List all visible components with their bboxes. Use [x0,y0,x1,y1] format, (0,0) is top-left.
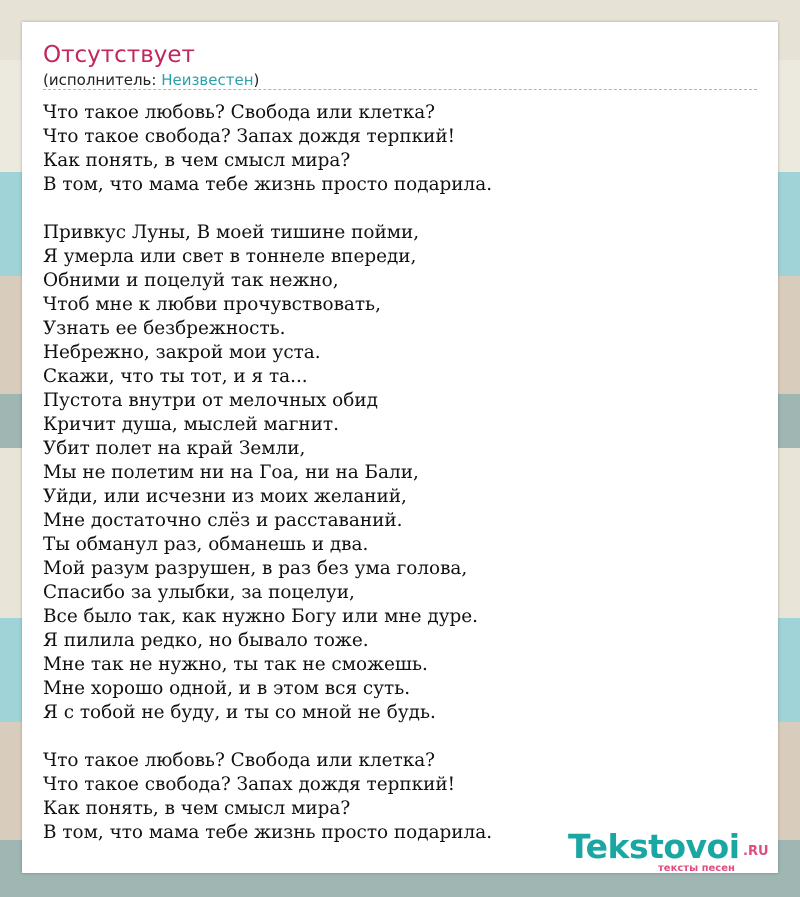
lyric-line: Мы не полетим ни на Гоа, ни на Бали, [43,462,419,483]
lyric-line: Убит полет на край Земли, [43,438,306,459]
lyric-line: Уйди, или исчезни из моих желаний, [43,486,407,507]
lyric-line: Кричит душа, мыслей магнит. [43,414,339,435]
lyric-line: Как понять, в чем смысл мира? [43,798,351,819]
lyric-line: Привкус Луны, В моей тишине пойми, [43,222,420,243]
lyric-line: Мне достаточно слёз и расставаний. [43,510,403,531]
divider [43,89,757,90]
artist-suffix: ) [253,71,260,89]
lyric-line: Узнать ее безбрежность. [43,318,286,339]
stanza-gap [43,197,757,221]
lyric-line: Я пилила редко, но бывало тоже. [43,630,369,651]
lyric-line: Я с тобой не буду, и ты со мной не будь. [43,702,436,723]
lyric-line: Все было так, как нужно Богу или мне дуре. [43,606,479,627]
lyric-line: Что такое свобода? Запах дождя терпкий! [43,126,456,147]
logo-tagline: тексты песен [658,863,735,874]
song-title: Отсутствует [43,42,195,68]
site-logo[interactable] [568,827,778,877]
lyric-line: Скажи, что ты тот, и я та... [43,366,308,387]
lyric-line: Спасибо за улыбки, за поцелуи, [43,582,355,603]
artist-line [43,71,259,89]
logo-name: Tekstovoi [568,827,740,866]
lyrics-card [22,22,778,873]
lyric-line: Обними и поцелуй так нежно, [43,270,339,291]
stanza-gap [43,725,757,749]
lyric-line: Мне хорошо одной, и в этом вся суть. [43,678,411,699]
lyrics-text [43,101,757,845]
lyric-line: Мне так не нужно, ты так не сможешь. [43,654,428,675]
lyric-line: Я умерла или свет в тоннеле впереди, [43,246,417,267]
artist-link[interactable]: Неизвестен [161,71,254,89]
lyric-line: Что такое свобода? Запах дождя терпкий! [43,774,456,795]
artist-prefix: (исполнитель: [43,71,162,89]
lyric-line: Мой разум разрушен, в раз без ума голова, [43,558,468,579]
lyric-line: Что такое любовь? Свобода или клетка? [43,750,436,771]
lyric-line: Что такое любовь? Свобода или клетка? [43,102,436,123]
lyric-line: Небрежно, закрой мои уста. [43,342,321,363]
logo-domain: .RU [743,844,769,859]
lyric-line: Пустота внутри от мелочных обид [43,390,378,411]
lyric-line: Ты обманул раз, обманешь и два. [43,534,369,555]
lyric-line: В том, что мама тебе жизнь просто подарила. [43,822,493,843]
lyric-line: Чтоб мне к любви прочувствовать, [43,294,381,315]
lyric-line: Как понять, в чем смысл мира? [43,150,351,171]
lyric-line: В том, что мама тебе жизнь просто подарила. [43,174,493,195]
